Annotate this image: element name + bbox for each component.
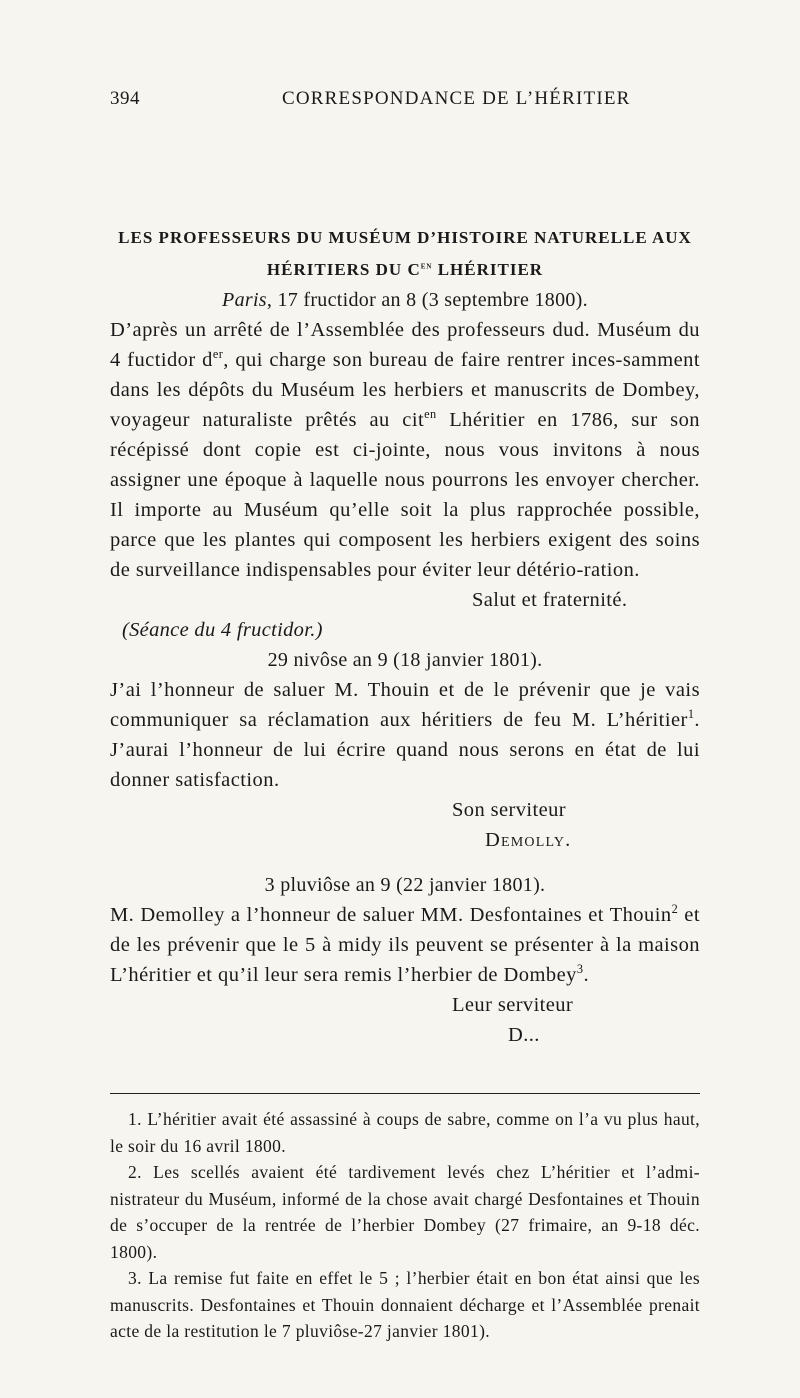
letter-2 — [110, 645, 700, 855]
section-title-line-1: LES PROFESSEURS DU MUSÉUM D’HISTOIRE NATURELLE AUX — [118, 228, 692, 247]
letter-2-body: J’ai l’honneur de saluer M. Thouin et de le prévenir que je vais communiquer sa réclamation aux héritiers de feu M. L’héritier$^1$. J’aurai l’honneur de lui écrire quand nous serons en état de lui donner satisfaction. — [110, 679, 700, 791]
letter-3-signature: D... — [508, 1024, 540, 1046]
footnote-ref-2: 2 — [671, 902, 679, 917]
footnote-ref-1: 1 — [687, 707, 695, 722]
page-number: 394 — [110, 88, 140, 109]
footnote-1: 1. L’héritier avait été assassiné à coups de sabre, comme on l’a vu plus haut, le soir du 16 avril 1800. — [110, 1109, 700, 1156]
letter-1-closing: Salut et fraternité. — [472, 589, 628, 611]
footnote-ref-3: 3 — [576, 962, 584, 977]
footnote-divider — [110, 1093, 700, 1094]
running-head — [0, 88, 800, 118]
footnotes — [110, 1106, 700, 1345]
running-head-title: CORRESPONDANCE DE L’HÉRITIER — [282, 88, 631, 109]
footnote-3: 3. La remise fut faite en effet le 5 ; l’herbier était en bon état ainsi que les manuscrits. Desfontaines et Thouin donnaient décharge et l’Assemblée prenait acte de la restitution le 7 pluviôse-27 janvier 1801). — [110, 1268, 700, 1341]
section-title — [110, 222, 700, 286]
letter-2-signature: Demolly. — [485, 829, 572, 851]
letter-3-body: M. Demolley a l’honneur de saluer MM. Desfontaines et Thouin$^2$ et de les prévenir que le 5 à midy ils peuvent se présenter à la maison L’héritier et qu’il leur sera remis l’herbier de Dombey$^3$. — [110, 902, 700, 986]
letter-2-date: 29 nivôse an 9 (18 janvier 1801). — [267, 649, 543, 671]
letter-3-salutation: Leur serviteur — [452, 994, 574, 1016]
letter-2-salutation: Son serviteur — [452, 799, 566, 821]
letter-1-date: Paris, 17 fructidor an 8 (3 septembre 1800). — [222, 289, 588, 311]
section-title-line-2: HÉRITIERS DU $C^{en}$ LHÉRITIER — [266, 260, 544, 279]
letter-3 — [110, 870, 700, 1050]
letter-3-date: 3 pluviôse an 9 (22 janvier 1801). — [264, 874, 546, 896]
letter-1-seance-note: (Séance du 4 fructidor.) — [122, 619, 323, 641]
letter-1 — [110, 285, 700, 645]
letter-1-body: D’après un arrêté de l’Assemblée des professeurs dud. Muséum du 4 fuctidor $d^{er}$, qui charge son bureau de faire rentrer inces-samment dans les dépôts du Muséum les herbiers et manuscrits de Dombey, voyageur naturaliste prêtés au cit$^{en}$ Lhéritier en 1786, sur son récépissé dont copie est ci-jointe, nous vous invitons à nous assigner une époque à laquelle nous pourrons les envoyer chercher. Il importe au Muséum qu’elle soit la plus rapprochée possible, parce que les plantes qui composent les herbiers exigent des soins de surveillance indispensables pour éviter leur détério-ration. — [110, 319, 700, 581]
footnote-2: 2. Les scellés avaient été tardivement levés chez L’héritier et l’admi-nistrateur du Muséum, informé de la chose avait chargé Desfontaines et Thouin de s’occuper de la rentrée de l’herbier Dombey (27 frimaire, an 9-18 déc. 1800). — [110, 1162, 700, 1262]
